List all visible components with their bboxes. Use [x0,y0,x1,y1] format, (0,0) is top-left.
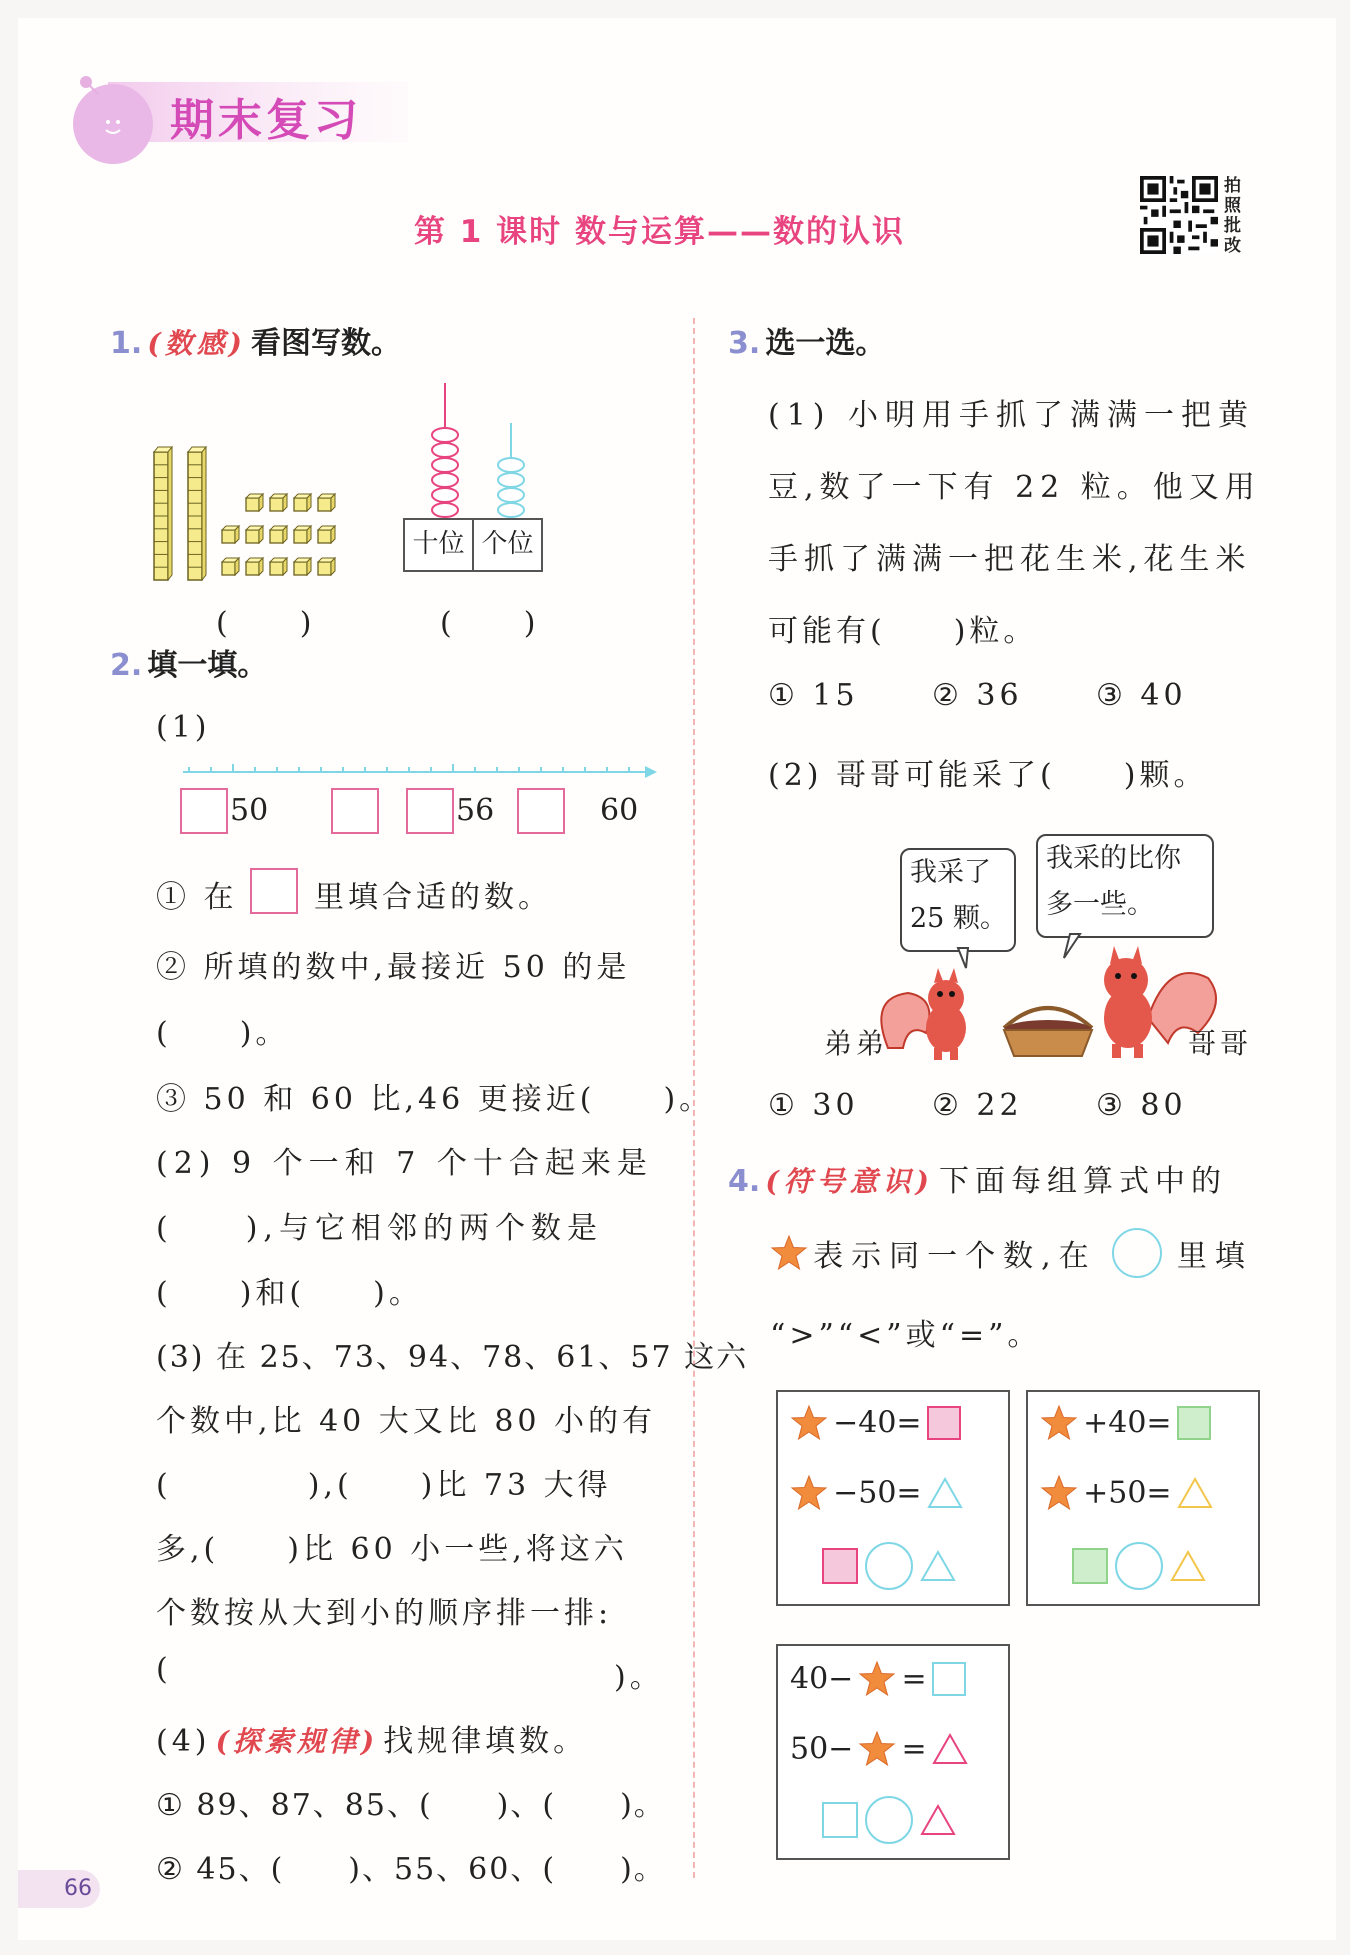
unit-cube-icon [246,526,263,543]
ten-rod-icon [154,447,172,580]
q2-part1-c[interactable]: ③ 50 和 60 比,46 更接近( )。 [156,1082,714,1117]
unit-cube-icon [246,494,263,511]
unit-cube-icon [318,494,335,511]
q2-inline-box [250,868,298,914]
q3-part1-line1: (1) 小明用手抓了满满一把黄 [768,398,1256,433]
card2-row1: +40= [1040,1404,1211,1444]
numberline-label-60: 60 [600,793,639,828]
q2-part4-b[interactable]: ② 45、( )、55、60、( )。 [156,1852,666,1887]
abacus-bead-tens [432,488,458,502]
abacus-bead-tens [432,473,458,487]
q1-number: 1. [110,326,143,361]
star-icon [770,1234,808,1272]
abacus-figure [403,378,553,588]
triangle-icon [927,1477,963,1509]
q2-part3-line6-right: )。 [614,1660,664,1695]
card2-row2: +50= [1040,1474,1213,1514]
q2-number: 2. [110,648,143,683]
q2-part1-a-pre: ① 在 [156,880,238,915]
unit-cube-icon [318,526,335,543]
q2-part2-line2[interactable]: ( ),与它相邻的两个数是 [156,1211,603,1246]
compare-circle[interactable] [865,1796,913,1844]
q3-part2-option-2[interactable]: ② 22 [932,1088,1023,1123]
q4-line2: 表示同一个数,在 里填 [770,1228,1253,1278]
circle-icon [1112,1228,1162,1278]
q2-part3-line5: 个数按从大到小的顺序排一排: [156,1596,613,1631]
numberline-label-56: 56 [456,793,495,828]
q2-title: 填一填。 [147,648,268,683]
square-icon [932,1662,966,1696]
unit-cube-icon [222,526,239,543]
star-icon [858,1660,896,1698]
square-icon [822,1802,858,1838]
q4-heading [728,1156,1227,1200]
unit-cube-icon [294,526,311,543]
star-icon [790,1404,828,1442]
square-icon [822,1548,858,1584]
triangle-icon [1177,1477,1213,1509]
q2-part3-line2: 个数中,比 40 大又比 80 小的有 [156,1404,657,1439]
abacus-bead-ones [498,473,524,487]
compare-circle[interactable] [1115,1542,1163,1590]
abacus-tens-label: 十位 [405,520,474,570]
q2-part2-line1: (2) 9 个一和 7 个十合起来是 [156,1146,653,1181]
q4-tag: (符号意识) [765,1165,934,1198]
q2-part4-label: (4) [156,1724,211,1759]
banner-title: 期末复习 [170,95,362,146]
q2-part3-line4[interactable]: 多,( )比 60 小一些,将这六 [156,1532,628,1567]
triangle-icon [920,1550,956,1582]
q2-heading [110,640,267,684]
number-line [183,760,663,788]
square-icon [927,1406,961,1440]
q2-part4-heading [156,1716,587,1760]
card2-compare[interactable] [1072,1542,1206,1590]
square-icon [1177,1406,1211,1440]
workbook-page [18,18,1336,1940]
card3-row1: 40− = [790,1660,966,1700]
q4-card-3 [776,1644,1010,1860]
q4-number: 4. [728,1164,761,1199]
q2-part4-title: 找规律填数。 [383,1724,588,1759]
q2-part1-b-line1: ② 所填的数中,最接近 50 的是 [156,950,631,985]
abacus-bead-ones [498,503,524,517]
card3-row2: 50− = [790,1730,968,1770]
q2-part4-a[interactable]: ① 89、87、85、( )、( )。 [156,1788,666,1823]
q3-part2-line1[interactable]: (2) 哥哥可能采了( )颗。 [768,758,1208,793]
unit-cube-icon [270,558,287,575]
star-icon [1040,1474,1078,1512]
speech-bubble-right: 我采的比你 多一些。 [1036,834,1214,938]
q3-part2-option-3[interactable]: ③ 80 [1096,1088,1187,1123]
unit-cube-icon [318,558,335,575]
square-icon [1072,1548,1108,1584]
q4-card-2 [1026,1390,1260,1606]
triangle-icon [932,1733,968,1765]
q4-line1: 下面每组算式中的 [938,1164,1227,1199]
q3-part1-line4[interactable]: 可能有( )粒。 [768,614,1038,649]
card1-row1: −40= [790,1404,961,1444]
q2-part1-a-post: 里填合适的数。 [314,880,552,915]
q2-part4-tag: (探索规律) [215,1725,379,1758]
abacus-base [403,518,543,572]
star-icon [1040,1404,1078,1442]
abacus-bead-tens [432,503,458,517]
unit-cube-icon [222,558,239,575]
q4-card-1 [776,1390,1010,1606]
qr-code-icon [1140,176,1218,258]
ten-rod-icon [188,447,206,580]
page-number: 66 [18,1870,100,1908]
base-ten-blocks-figure [150,428,350,587]
squirrel-small-icon [881,968,966,1060]
q4-line3: “>”“<”或“=”。 [770,1318,1042,1353]
q1-heading [110,318,401,362]
star-icon [858,1730,896,1768]
numberline-label-50: 50 [230,793,269,828]
abacus-bead-tens [432,428,458,442]
abacus-bead-tens [432,443,458,457]
abacus-ones-label: 个位 [481,529,534,559]
triangle-icon [920,1804,956,1836]
unit-cube-icon [270,494,287,511]
abacus-bead-tens [432,458,458,472]
q2-part3-line6-left[interactable]: ( [156,1652,172,1687]
abacus-bead-ones [498,488,524,502]
q2-part1-b-line2[interactable]: ( )。 [156,1016,290,1051]
q3-part1-option-1[interactable]: ① 15 [768,678,859,713]
compare-circle[interactable] [865,1542,913,1590]
q2-part3-line1: (3) 在 25、73、94、78、61、57 这六 [156,1340,749,1375]
star-icon [790,1474,828,1512]
numberline-box-4[interactable] [517,788,565,834]
banner [68,76,418,156]
q2-part1-label: (1) [156,710,211,745]
unit-cube-icon [270,526,287,543]
q3-part2-option-1[interactable]: ① 30 [768,1088,859,1123]
numberline-box-2[interactable] [331,788,379,834]
numberline-box-3[interactable] [406,788,454,834]
qr-caption: 拍 照 批 改 [1224,176,1241,256]
q3-title: 选一选。 [765,326,886,361]
abacus-bead-ones [498,458,524,472]
card3-compare[interactable] [822,1796,956,1844]
lesson-title: 第 1 课时 数与运算——数的认识 [414,214,905,250]
card1-compare[interactable] [822,1542,956,1590]
label-younger-brother: 弟弟 [824,1027,889,1060]
q3-part1-option-2[interactable]: ② 36 [932,678,1023,713]
numberline-box-1[interactable] [180,788,228,834]
q2-part3-line3[interactable]: ( ),( )比 73 大得 [156,1468,612,1503]
q3-heading [728,318,885,362]
unit-cube-icon [294,558,311,575]
unit-cube-icon [294,494,311,511]
q3-part1-line2: 豆,数了一下有 22 粒。他又用 [768,470,1261,505]
card1-row2: −50= [790,1474,963,1514]
q1-answer-1[interactable]: ( ) [216,606,316,641]
q2-part2-line3[interactable]: ( )和( )。 [156,1276,423,1311]
q1-title: 看图写数。 [250,326,401,361]
q3-illustration [808,818,1258,1078]
basket-icon [1004,1008,1092,1056]
speech-bubble-left: 我采了 25 颗。 [900,848,1016,952]
label-older-brother: 哥哥 [1188,1027,1253,1060]
q3-part1-line3: 手抓了满满一把花生米,花生米 [768,542,1252,577]
q1-answer-2[interactable]: ( ) [440,606,540,641]
triangle-icon [1170,1550,1206,1582]
q1-tag: (数感) [147,327,246,360]
q3-part1-option-3[interactable]: ③ 40 [1096,678,1187,713]
q3-number: 3. [728,326,761,361]
unit-cube-icon [246,558,263,575]
